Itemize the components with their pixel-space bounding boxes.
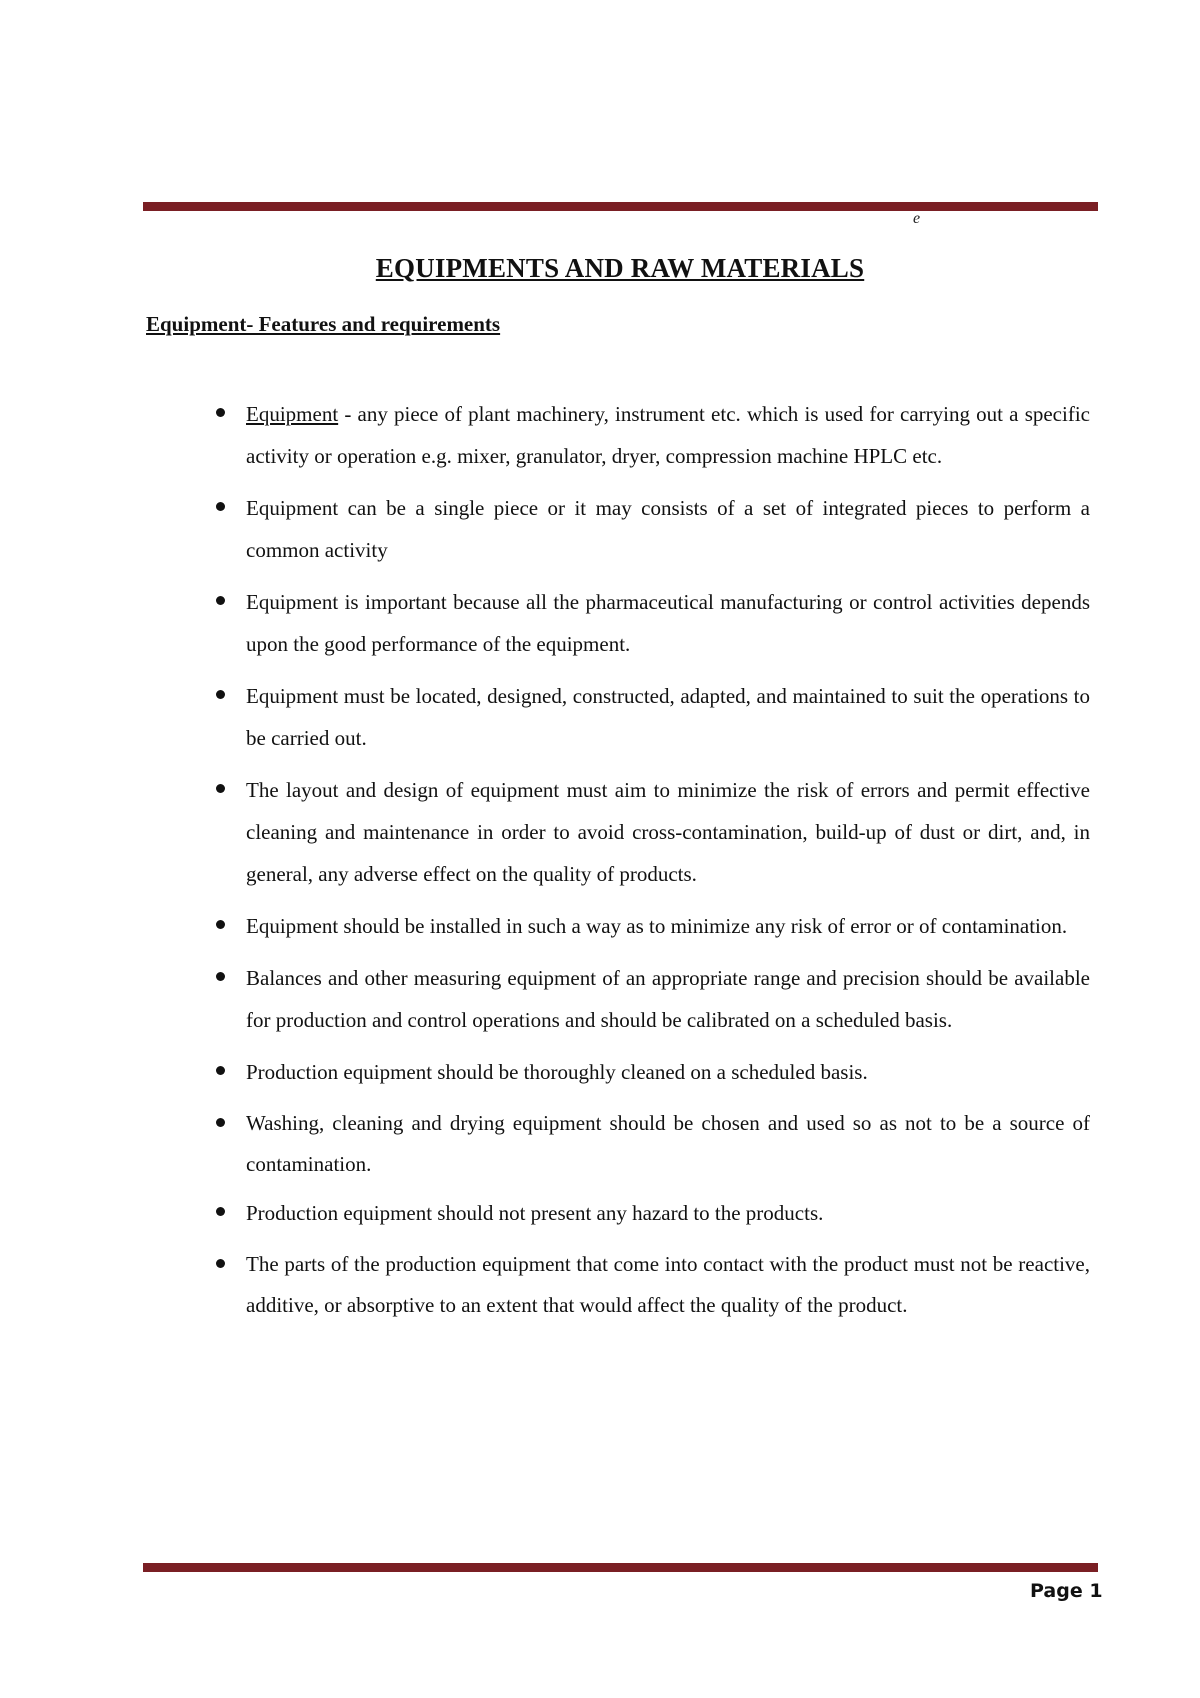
list-item-text: Equipment must be located, designed, constructed, adapted, and maintained to suit the operations to be carried out. [246,684,1090,750]
list-item-text: The parts of the production equipment that come into contact with the product must not be reactive, additive, or absorptive to an extent that would affect the quality of the product. [246,1252,1090,1317]
list-item-text: Production equipment should be thoroughly cleaned on a scheduled basis. [246,1060,868,1084]
header-mark: e [913,210,921,227]
footer-rule [143,1563,1098,1572]
list-item-text: Production equipment should not present any hazard to the products. [246,1201,824,1225]
bullet-icon [216,1066,225,1075]
list-item [210,1244,1090,1326]
bullet-icon [216,972,225,981]
list-item [210,1192,1090,1234]
list-item [210,905,1090,947]
list-item [210,1103,1090,1185]
list-item [210,675,1090,759]
list-item [210,581,1090,665]
list-item-text: The layout and design of equipment must aim to minimize the risk of errors and permit effective cleaning and maintenance in order to avoid cross-contamination, build-up of dust or dirt, and, in general, any adverse effect on the quality of products. [246,778,1090,886]
bullet-icon [216,690,225,699]
bullet-icon [216,1207,225,1216]
list-item-text: Equipment can be a single piece or it may consists of a set of integrated pieces to perform a common activity [246,496,1090,562]
bullet-icon [216,502,225,511]
page-number: Page 1 [1030,1580,1103,1602]
requirements-list [210,393,1090,1333]
section-heading: Equipment- Features and requirements [146,312,501,336]
bullet-icon [216,596,225,605]
list-item [210,957,1090,1041]
list-item-text: Equipment is important because all the pharmaceutical manufacturing or control activities depends upon the good performance of the equipment. [246,590,1090,656]
page-title: EQUIPMENTS AND RAW MATERIALS [375,253,865,283]
list-item [210,487,1090,571]
header-rule [143,202,1098,211]
list-item-text: Balances and other measuring equipment of an appropriate range and precision should be available for production and control operations and should be calibrated on a scheduled basis. [246,966,1090,1032]
bullet-icon [216,920,225,929]
list-item-text: Equipment should be installed in such a way as to minimize any risk of error or of contamination. [246,914,1068,938]
list-item [210,769,1090,895]
list-item-text: - any piece of plant machinery, instrument etc. which is used for carrying out a specific activity or operation e.g. mixer, granulator, dryer, compression machine HPLC etc. [246,402,1090,468]
bullet-icon [216,784,225,793]
list-item [210,393,1090,477]
bullet-icon [216,1259,225,1268]
list-item [210,1051,1090,1093]
list-item-text: Washing, cleaning and drying equipment should be chosen and used so as not to be a source of contamination. [246,1111,1090,1176]
term-equipment: Equipment [246,402,339,426]
bullet-icon [216,1118,225,1127]
bullet-icon [216,408,225,417]
